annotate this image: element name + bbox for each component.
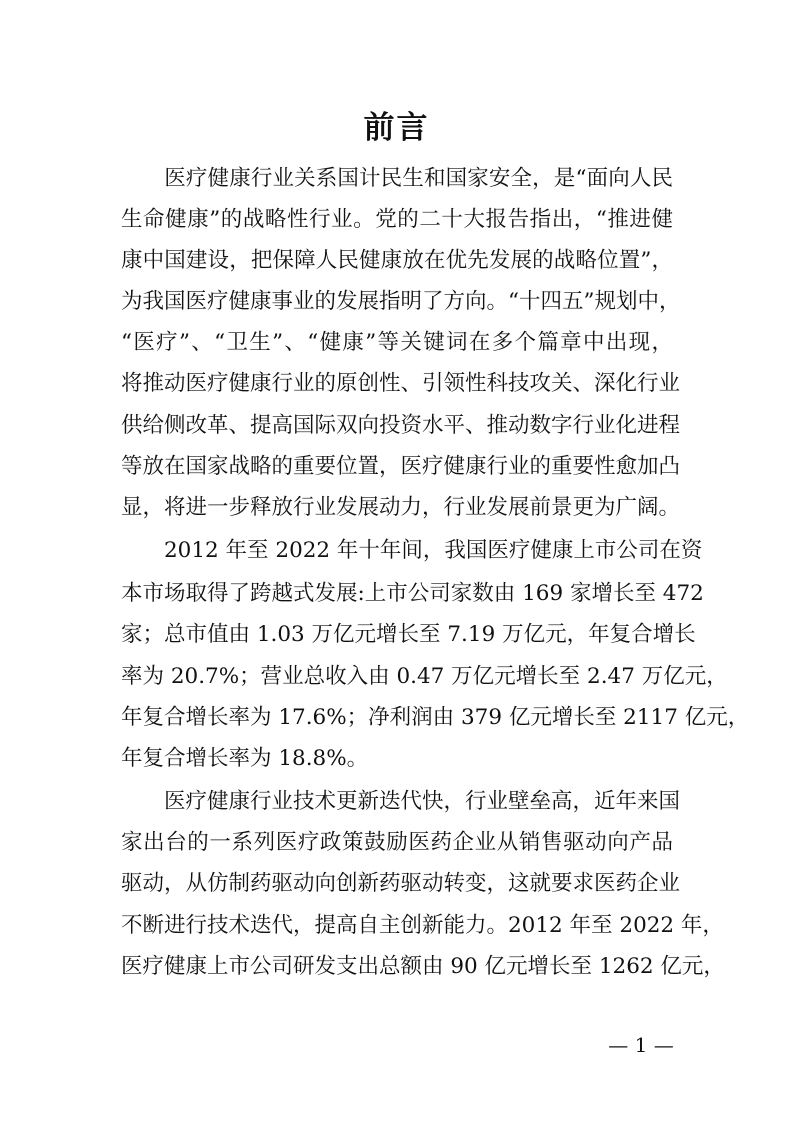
body-line: 2012 年至 2022 年十年间，我国医疗健康上市公司在资 bbox=[121, 538, 703, 563]
body-line: 将推动医疗健康行业的原创性、引领性科技攻关、深化行业 bbox=[121, 371, 681, 396]
body-line: 不断进行技术迭代，提高自主创新能力。2012 年至 2022 年， bbox=[121, 913, 724, 938]
body-line: 本市场取得了跨越式发展:上市公司家数由 169 家增长至 472 bbox=[121, 581, 704, 606]
body-line: 医疗健康行业技术更新迭代快，行业壁垒高，近年来国 bbox=[121, 789, 681, 814]
body-line: 医疗健康行业关系国计民生和国家安全，是“面向人民 bbox=[121, 166, 673, 191]
body-line: 家；总市值由 1.03 万亿元增长至 7.19 万亿元，年复合增长 bbox=[121, 622, 696, 647]
body-line: 生命健康”的战略性行业。党的二十大报告指出，“推进健 bbox=[121, 207, 673, 232]
body-line: 显，将进一步释放行业发展动力，行业发展前景更为广阔。 bbox=[121, 495, 681, 520]
page-number: — 1 — bbox=[608, 1033, 674, 1057]
body-line: 供给侧改革、提高国际双向投资水平、推动数字行业化进程 bbox=[121, 413, 681, 438]
body-line: 等放在国家战略的重要位置，医疗健康行业的重要性愈加凸 bbox=[121, 454, 681, 479]
body-line: 医疗健康上市公司研发支出总额由 90 亿元增长至 1262 亿元， bbox=[121, 954, 725, 979]
body-line: 家出台的一系列医疗政策鼓励医药企业从销售驱动向产品 bbox=[121, 830, 673, 855]
body-line: 驱动，从仿制药驱动向创新药驱动转变，这就要求医药企业 bbox=[121, 871, 681, 896]
page-title: 前言 bbox=[363, 110, 430, 146]
body-line: “医疗”、“卫生”、“健康”等关键词在多个篇章中出现， bbox=[121, 330, 673, 355]
body-line: 年复合增长率为 18.8%。 bbox=[121, 746, 369, 771]
body-line: 为我国医疗健康事业的发展指明了方向。“十四五”规划中， bbox=[121, 289, 681, 314]
body-line: 率为 20.7%；营业总收入由 0.47 万亿元增长至 2.47 万亿元， bbox=[121, 664, 728, 689]
body-line: 康中国建设，把保障人民健康放在优先发展的战略位置”， bbox=[121, 248, 673, 273]
body-line: 年复合增长率为 17.6%；净利润由 379 亿元增长至 2117 亿元， bbox=[121, 705, 750, 730]
